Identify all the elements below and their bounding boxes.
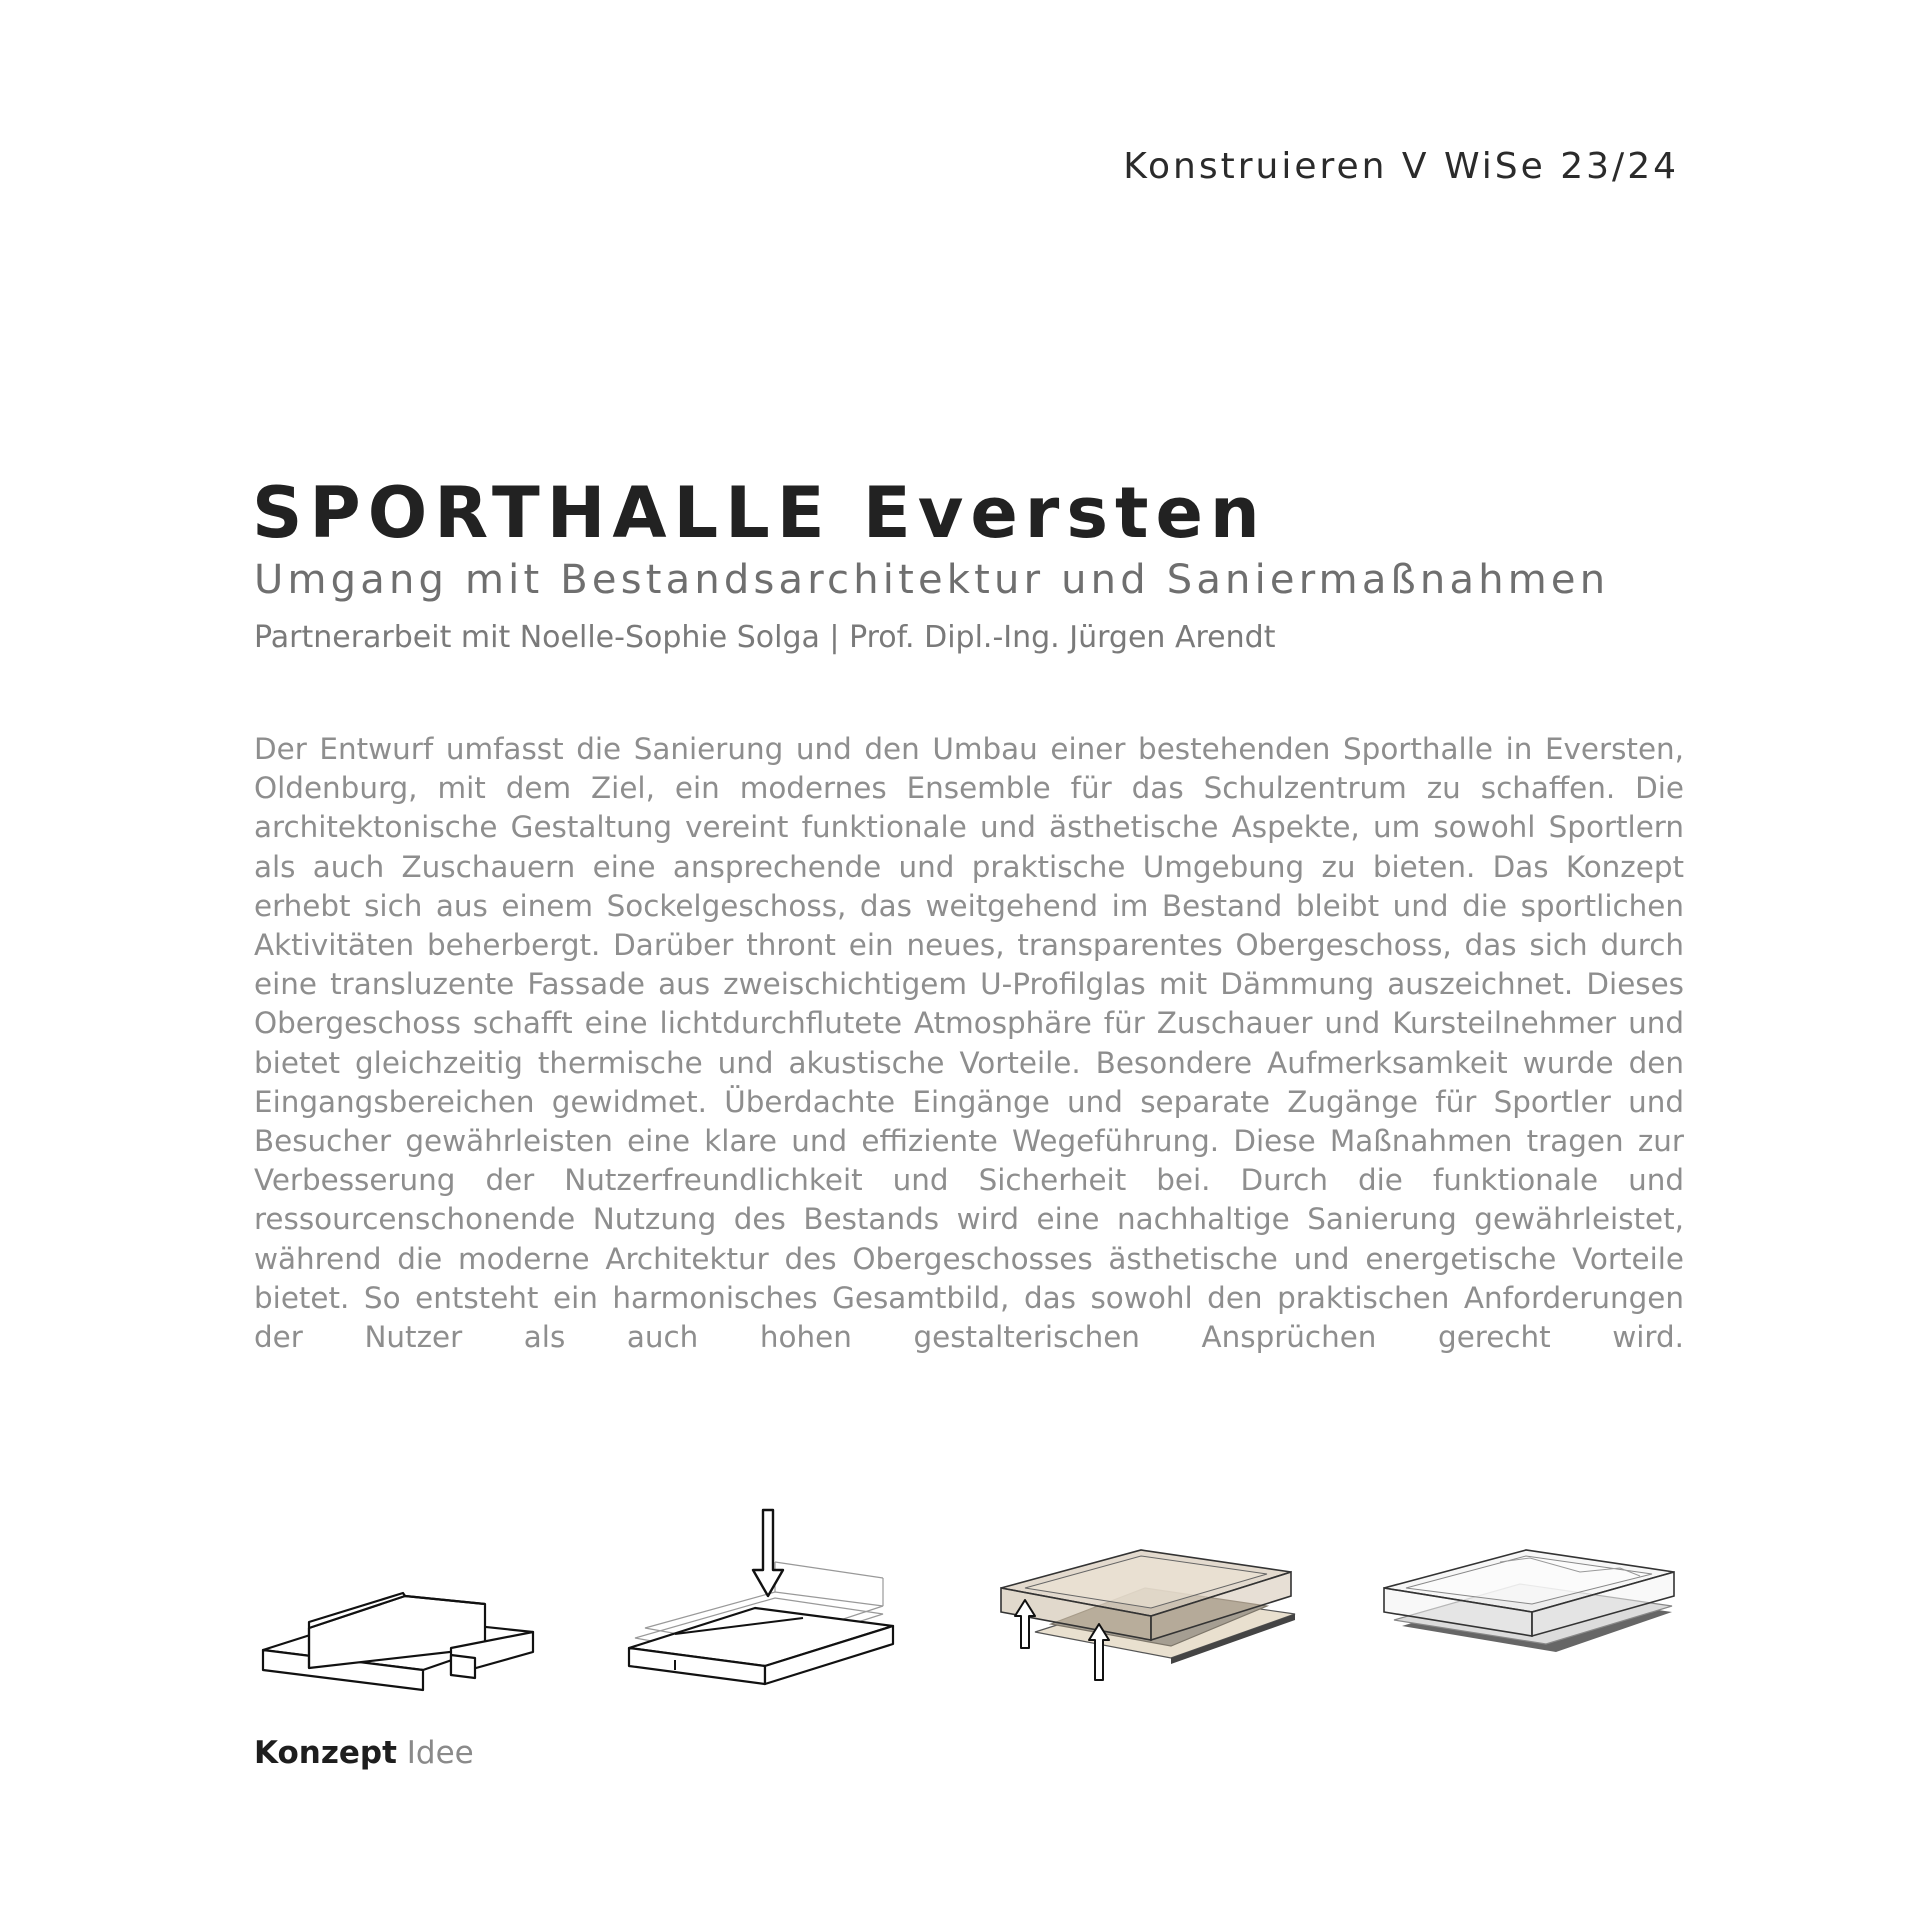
section-caption [254, 1735, 474, 1771]
project-description: Der Entwurf umfasst die Sanierung und den Umbau einer bestehenden Sporthalle in Eversten, Oldenburg, mit dem Ziel, ein modernes Ensemble für das Schulzentrum zu schaffen. Die architektonische Gestaltung vereint funktionale und ästhetische Aspekte, um sowohl Sportlern als auch Zuschauern eine ansprechende und praktische Umgebung zu bieten. Das Konzept erhebt sich aus einem Sockelgeschoss, das weitgehend im Bestand bleibt und die sportlichen Aktivitäten beherbergt. Darüber thront ein neues, transparentes Obergeschoss, das sich durch eine transluzente Fassade aus zweischichtigem U-Profilglas mit Dämmung auszeichnet. Dieses Obergeschoss schafft eine lichtdurchflutete Atmosphäre für Zuschauer und Kursteilnehmer und bietet gleichzeitig thermische und akustische Vorteile. Besondere Aufmerksamkeit wurde den Eingangsbereichen gewidmet. Überdachte Eingänge und separate Zugänge für Sportler und Besucher gewährleisten eine klare und effiziente Wegeführung. Diese Maßnahmen tragen zur Verbesserung der Nutzerfreundlichkeit und Sicherheit bei. Durch die funktionale und ressourcenschonende Nutzung des Bestands wird eine nachhaltige Sanierung gewährleistet, während die moderne Architektur des Obergeschosses ästhetische und energetische Vorteile bietet. So entsteht ein harmonisches Gesamtbild, das sowohl den praktischen Anforderungen der Nutzer als auch hohen gestalterischen Ansprüchen gerecht wird. [254, 732, 1684, 1355]
translucent-upper-floor-diagram [995, 1522, 1300, 1702]
caption-light: Idee [406, 1735, 474, 1771]
course-label: Konstruieren V WiSe 23/24 [1123, 146, 1679, 187]
cut-down-arrow-diagram [625, 1508, 910, 1708]
page-subtitle: Umgang mit Bestandsarchitektur und Saniermaßnahmen [254, 557, 1610, 603]
existing-building-volume [255, 1560, 555, 1700]
concept-diagrams [0, 1480, 1920, 1700]
caption-bold: Konzept [254, 1735, 397, 1771]
arrow-down-icon [753, 1510, 783, 1596]
page-title: SPORTHALLE Eversten [252, 472, 1267, 554]
authors-line: Partnerarbeit mit Noelle-Sophie Solga | Prof. Dipl.-Ing. Jürgen Arendt [254, 620, 1276, 655]
final-ensemble-diagram [1380, 1516, 1680, 1696]
